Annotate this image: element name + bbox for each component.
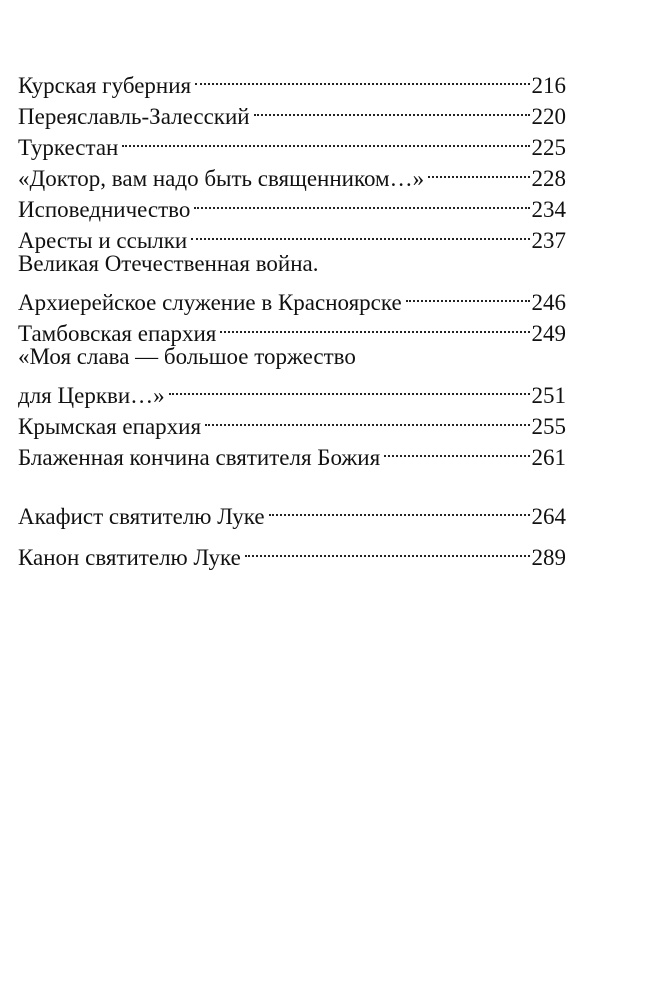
dot-leader (194, 186, 529, 217)
toc-entry-title: для Церкви…» (18, 383, 165, 408)
toc-entry-title: Аресты и ссылки (18, 228, 188, 253)
toc-entry-title: Курская губерния (18, 73, 192, 98)
toc-entry (18, 62, 566, 98)
toc-entry-title: Акафист святителю Луке (18, 504, 265, 529)
dot-leader (122, 124, 529, 155)
dot-leader (254, 93, 530, 124)
dot-leader (428, 155, 529, 186)
toc-entry-continued (18, 341, 566, 372)
toc-entry-page: 289 (531, 545, 566, 570)
toc-entry-page: 249 (531, 321, 566, 346)
dot-leader (195, 62, 529, 93)
toc-entry-page: 246 (531, 290, 566, 315)
toc-entry-title: «Доктор, вам надо быть священником…» (18, 166, 425, 191)
toc-entry-title: Исповедничество (18, 197, 191, 222)
toc-entry-title: Канон святителю Луке (18, 545, 241, 570)
toc-entry-title: Блаженная кончина святителя Божия (18, 445, 381, 470)
toc-entry-title: «Моя слава — большое торжество (18, 344, 356, 369)
toc-entry-page: 234 (531, 197, 566, 222)
toc-entry-continued (18, 248, 566, 279)
toc-entry (18, 534, 566, 570)
toc-entry-page: 264 (531, 504, 566, 529)
toc-entry-page: 228 (531, 166, 566, 191)
toc-entry-title: Туркестан (18, 135, 119, 160)
dot-leader (406, 279, 530, 310)
toc-entry-title: Крымская епархия (18, 414, 202, 439)
toc-entry-page: 225 (531, 135, 566, 160)
dot-leader (191, 217, 529, 248)
toc-entry (18, 279, 566, 315)
toc-entry-title: Тамбовская епархия (18, 321, 217, 346)
dot-leader (169, 372, 530, 403)
toc-entry-page: 261 (531, 445, 566, 470)
toc-entry-title: Великая Отечественная война. (18, 251, 319, 276)
toc-entry-page: 255 (531, 414, 566, 439)
toc-entry (18, 372, 566, 408)
toc-entry-title: Переяславль-Залесский (18, 104, 250, 129)
toc-entry-page: 251 (531, 383, 566, 408)
toc-entry-title: Архиерейское служение в Красноярске (18, 290, 402, 315)
table-of-contents (18, 62, 566, 570)
toc-entry (18, 493, 566, 529)
toc-entry-page: 220 (531, 104, 566, 129)
toc-entry-page: 216 (531, 73, 566, 98)
dot-leader (205, 403, 529, 434)
dot-leader (220, 310, 529, 341)
toc-entry-page: 237 (531, 228, 566, 253)
dot-leader (384, 434, 529, 465)
dot-leader (269, 493, 530, 524)
dot-leader (245, 534, 530, 565)
